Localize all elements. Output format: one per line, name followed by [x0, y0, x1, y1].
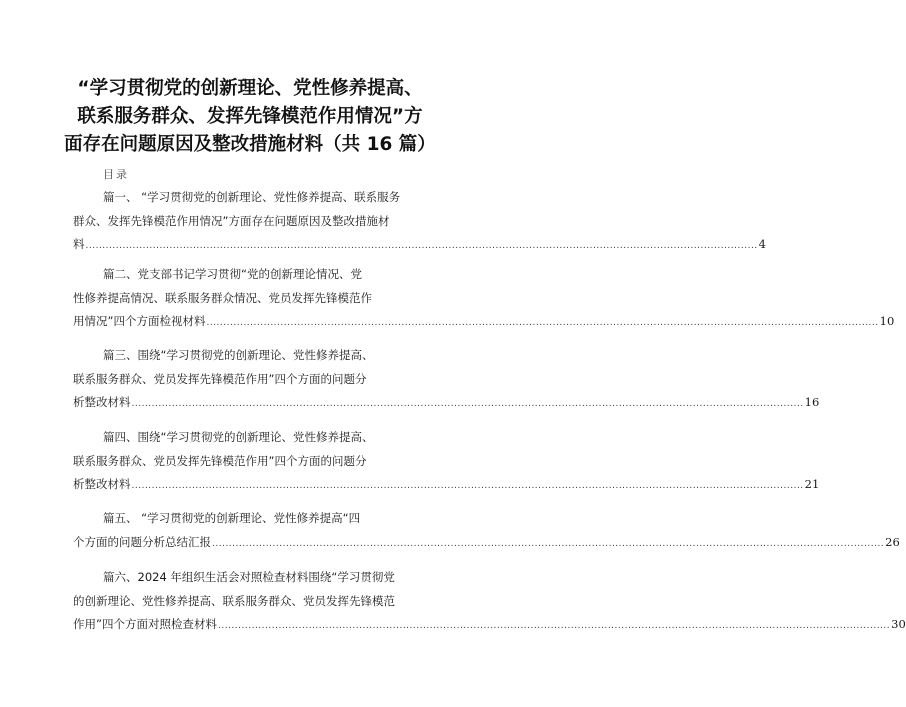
leader-dots: ........................................................................................................................................................................................................ — [212, 538, 885, 549]
toc-entry[interactable] — [73, 263, 895, 334]
leader-dots: ........................................................................................................................................................................................................ — [85, 241, 758, 251]
toc-entry-text: 析整改材料 — [73, 477, 131, 491]
toc-entry-text: 个方面的问题分析总结汇报 — [73, 534, 211, 549]
toc-entry-last-line — [73, 391, 820, 415]
toc-entry-text: 作用”四个方面对照检查材料 — [73, 617, 217, 631]
document-title — [60, 75, 440, 159]
toc-entry-text: 联系服务群众、党员发挥先锋模范作用”四个方面的问题分 — [73, 371, 367, 386]
toc-page-number: 16 — [804, 395, 820, 409]
toc-heading: 目录 — [103, 168, 129, 181]
leader-dots: ........................................................................................................................................................................................................ — [131, 481, 804, 491]
toc-entry-text: 联系服务群众、党员发挥先锋模范作用”四个方面的问题分 — [73, 453, 367, 468]
leader-dots: ........................................................................................................................................................................................................ — [131, 399, 804, 409]
toc-entry-text: 性修养提高情况、联系服务群众情况、党员发挥先锋模范作 — [73, 290, 372, 305]
title-line: 面存在问题原因及整改措施材料（共 16 篇） — [64, 134, 436, 155]
toc-entry-last-line — [73, 613, 906, 637]
toc-page-number: 26 — [885, 534, 900, 549]
toc-entry-text: 料 — [73, 237, 85, 251]
toc-entry-text: 篇四、围绕“学习贯彻党的创新理论、党性修养提高、 — [103, 430, 374, 444]
toc-entry-last-line — [73, 233, 766, 257]
toc-entry-last-line — [73, 310, 895, 334]
toc-entry-text: 篇六、2024 年组织生活会对照检查材料围绕“学习贯彻党 — [103, 570, 395, 584]
toc-entry[interactable] — [73, 566, 906, 637]
toc-page-number: 30 — [891, 617, 906, 631]
toc-entry-text: 篇二、党支部书记学习贯彻“党的创新理论情况、党 — [103, 267, 362, 281]
leader-dots: ........................................................................................................................................................................................................ — [217, 621, 891, 631]
leader-dots: ........................................................................................................................................................................................................ — [206, 318, 879, 328]
toc-entry-text: 的创新理论、党性修养提高、联系服务群众、党员发挥先锋模范 — [73, 593, 395, 608]
toc-entry-text: 篇五、 “学习贯彻党的创新理论、党性修养提高“四 — [103, 511, 361, 525]
toc-entry[interactable] — [73, 507, 900, 554]
toc-entry-text: 用情况”四个方面检视材料 — [73, 314, 206, 328]
toc-page-number: 10 — [879, 314, 895, 328]
title-line: “学习贯彻党的创新理论、党性修养提高、 — [77, 78, 423, 99]
toc-entry-last-line — [73, 473, 820, 497]
title-line: 联系服务群众、发挥先锋模范作用情况”方 — [77, 106, 423, 127]
toc-entry[interactable] — [73, 186, 766, 257]
toc-page-number: 21 — [804, 477, 820, 491]
toc-entry-text: 群众、发挥先锋模范作用情况”方面存在问题原因及整改措施材 — [73, 213, 390, 228]
toc-entry-last-line — [73, 531, 900, 555]
toc-entry-text: 篇三、围绕“学习贯彻党的创新理论、党性修养提高、 — [103, 348, 374, 362]
toc-entry-text: 篇一、 “学习贯彻党的创新理论、党性修养提高、联系服务 — [103, 190, 401, 204]
toc-entry[interactable] — [73, 426, 820, 497]
toc-entry-text: 析整改材料 — [73, 395, 131, 409]
toc-entry[interactable] — [73, 344, 820, 415]
toc-page-number: 4 — [758, 237, 766, 251]
